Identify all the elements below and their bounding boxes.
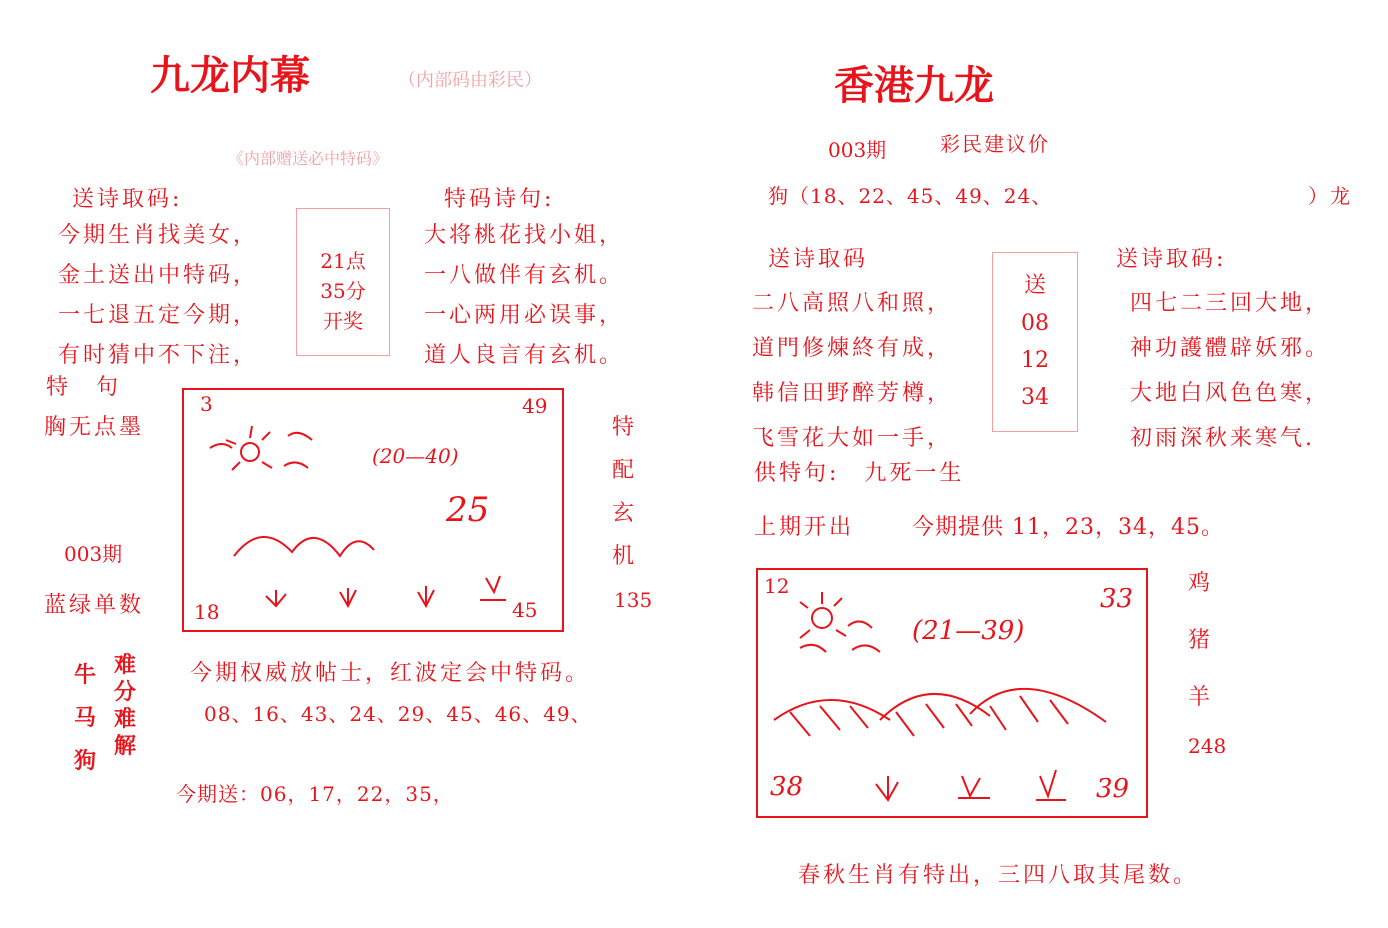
left-title: 九龙内幕: [150, 53, 310, 99]
draw-time-hour: 21点: [320, 249, 366, 273]
right-footer: 春秋生肖有特出，三四八取其尾数。: [798, 863, 1199, 888]
poem-line: 飞雪花大如一手，: [752, 426, 953, 451]
left-side-number: 135: [614, 588, 653, 612]
difficulty-char: 分: [114, 679, 140, 705]
difficulty-char: 难: [114, 706, 140, 732]
poem-line: 今期生肖找美女，: [58, 223, 259, 248]
hint-char: 特: [612, 415, 638, 440]
poem-line: 神功護體辟妖邪。: [1130, 336, 1331, 361]
authority-line: 今期权威放帖士，红波定会中特码。: [190, 661, 591, 686]
hint-char: 玄: [612, 501, 638, 526]
left-title-sub: （内部码由彩民）: [398, 70, 542, 91]
last-open: 上期开出: [754, 515, 855, 540]
zodiac: 马: [74, 705, 100, 731]
left-issue: 003期: [64, 542, 123, 566]
special-poem-line: 道人良言有玄机。: [424, 343, 625, 368]
special-poem-line: 大将桃花找小姐，: [424, 223, 625, 248]
this-provide: 今期提供 11，23，34，45。: [912, 515, 1224, 540]
hint-char: 配: [612, 458, 638, 483]
draw-time-minute: 35分: [320, 279, 366, 303]
poem-line: 韩信田野醉芳樽，: [752, 381, 953, 406]
zodiac-side: [1188, 566, 1213, 711]
hint-char: 机: [612, 544, 638, 569]
pic-bottom-left: 38: [770, 772, 804, 802]
numbers-line: 08、16、43、24、29、45、46、49、: [204, 702, 592, 726]
send-box-number: 34: [1021, 385, 1049, 410]
right-send-poem-label-right: 送诗取码:: [1116, 247, 1227, 272]
color-hint: 蓝绿单数: [44, 593, 145, 618]
send-box-number: 08: [1021, 311, 1049, 336]
special-line: 供特句: 九死一生: [754, 461, 965, 486]
poem-line: 一七退五定今期，: [58, 303, 259, 328]
pic-top-right: 49: [522, 394, 548, 418]
send-line: 今期送：06，17，22，35，: [176, 782, 454, 806]
pic-top-left: 3: [200, 392, 213, 416]
zodiac: 猪: [1188, 628, 1214, 653]
poem-line: 有时猜中不下注，: [58, 343, 259, 368]
te-ju-label: 特 句: [46, 375, 122, 400]
dog-label: 狗（: [768, 184, 810, 208]
pic-top-right: 33: [1100, 584, 1134, 614]
special-poem-line: 一心两用必误事，: [424, 303, 625, 328]
pic-bottom-left: 18: [194, 600, 220, 624]
poem-line: 金土送出中特码，: [58, 263, 259, 288]
poem-line: 二八高照八和照，: [752, 291, 953, 316]
right-side-number: 248: [1188, 734, 1227, 758]
dog-end: ）龙: [1308, 184, 1352, 208]
right-title: 香港九龙: [834, 63, 994, 109]
pic-range: (21—39): [912, 616, 1025, 646]
pic-bottom-right: 39: [1096, 774, 1130, 804]
zodiac: 鸡: [1188, 571, 1214, 596]
dog-numbers: 18、22、45、49、24、: [810, 184, 1053, 208]
left-send-poem-label: 送诗取码:: [72, 187, 183, 212]
sun-icon: [812, 608, 832, 628]
pic-range: (20—40): [372, 444, 459, 468]
right-send-poem-label-left: 送诗取码: [768, 247, 869, 272]
pic-center: 25: [446, 490, 490, 530]
special-poem-label: 特码诗句:: [444, 187, 555, 212]
send-box-number: 12: [1021, 348, 1049, 373]
zodiac: 羊: [1188, 685, 1214, 710]
poem-line: 道門修煉終有成，: [752, 336, 953, 361]
difficulty-char: 难: [114, 652, 140, 678]
pic-bottom-right: 45: [512, 598, 538, 622]
difficulty-char: 解: [114, 733, 140, 759]
left-subtitle: 《内部赠送必中特码》: [228, 149, 389, 168]
suggestion: 彩民建议价: [940, 132, 1050, 156]
poem-line: 四七二三回大地，: [1130, 291, 1331, 316]
pic-top-left: 12: [764, 574, 790, 598]
right-issue: 003期: [828, 138, 887, 162]
zodiac: 狗: [74, 748, 100, 774]
te-ju-text: 胸无点墨: [44, 415, 145, 440]
draw-time-label: 开奖: [323, 309, 363, 333]
poem-line: 大地白风色色寒，: [1130, 381, 1331, 406]
special-poem-line: 一八做伴有玄机。: [424, 263, 625, 288]
poem-line: 初雨深秋来寒气.: [1130, 426, 1315, 451]
zodiac: 牛: [74, 662, 100, 688]
send-box-label: 送: [1023, 273, 1046, 298]
